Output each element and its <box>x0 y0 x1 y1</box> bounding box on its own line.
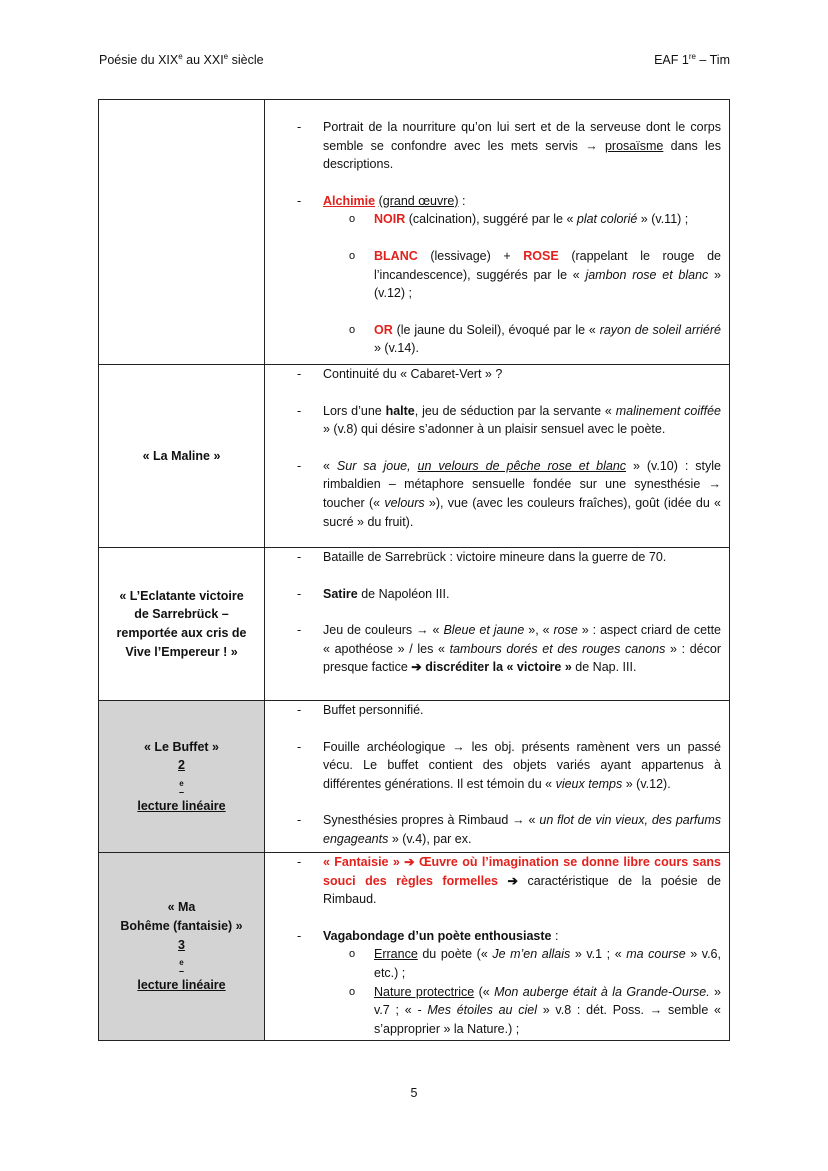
row-content <box>265 853 730 1041</box>
list-item: - Vagabondage d’un poète enthousiaste : <box>297 928 559 943</box>
list-item: - Portrait de la nourriture qu’on lui sert et de la serveuse dont le corps semble se confondre avec les mets servis → prosaïsme dans les descriptions. <box>297 120 721 172</box>
header-right: EAF 1re – Tim <box>654 52 730 68</box>
row-content <box>265 548 730 701</box>
list-item: - Buffet personnifié. <box>297 703 424 717</box>
list-item: o Nature protectrice (« Mon auberge était à la Grande-Ourse. » v.7 ; « - Mes étoiles au ciel » v.8 : dét. Poss. → semble « s’approprier » la Nature.) ; <box>349 984 721 1036</box>
row-label: « La Maline » <box>99 365 265 548</box>
row-content <box>265 701 730 853</box>
table-row <box>99 701 730 853</box>
row-label: « Le Buffet » 2 $^e$ lecture linéaire <box>99 701 265 853</box>
list-item: - Fouille archéologique → les obj. présents ramènent vers un passé vécu. Le buffet contient des objets variés ayant appartenus à différentes générations. Il est témoin du « vieux temps » (v.12). <box>297 739 721 791</box>
list-item: o NOIR (calcination), suggéré par le « plat colorié » (v.11) ; <box>349 212 689 227</box>
row-label: « Ma Bohême (fantaisie) » 3 $^e$ lecture linéaire <box>99 853 265 1041</box>
list-item: - Lors d’une halte, jeu de séduction par la servante « malinement coiffée » (v.8) qui désire s’adonner à un plaisir sensuel avec le poète. <box>297 403 721 437</box>
row-label: « L’Eclatante victoire de Sarrebrück – remportée aux cris de Vive l’Empereur ! » <box>99 548 265 701</box>
list-item: - Continuité du « Cabaret-Vert » ? <box>297 367 503 381</box>
row-content <box>265 365 730 548</box>
poems-table <box>98 99 730 1041</box>
row-label <box>99 100 265 365</box>
table-row <box>99 365 730 548</box>
list-item: - Alchimie (grand œuvre) : <box>297 193 466 208</box>
list-item: o OR (le jaune du Soleil), évoqué par le « rayon de soleil arriéré » (v.14). <box>349 322 721 356</box>
table-row <box>99 100 730 365</box>
table-row <box>99 853 730 1041</box>
page-number: 5 <box>410 1086 418 1100</box>
list-item: - Satire de Napoléon III. <box>297 586 450 601</box>
list-item: - Bataille de Sarrebrück : victoire mineure dans la guerre de 70. <box>297 550 667 564</box>
row-content <box>265 100 730 365</box>
list-item: - « Fantaisie » ➔ Œuvre où l’imagination se donne libre cours sans souci des règles formelles ➔ caractéristique de la poésie de Rimbaud. <box>297 855 721 907</box>
list-item: o Errance du poète (« Je m’en allais » v.1 ; « ma course » v.6, etc.) ; <box>349 947 721 980</box>
table-row <box>99 548 730 701</box>
list-item: - « Sur sa joue, un velours de pêche rose et blanc » (v.10) : style rimbaldien – métaphore sensuelle fondée sur une synesthésie → toucher (« velours »), vue (avec les couleurs fraîches), goût (idée du « sucré » du fruit). <box>297 458 721 529</box>
list-item: - Jeu de couleurs → « Bleue et jaune », « rose » : aspect criard de cette « apothéose » / les « tambours dorés et des rouges canons » : décor presque factice ➔ discréditer la « victoire » de Nap. III. <box>297 623 721 675</box>
list-item: - Synesthésies propres à Rimbaud → « un flot de vin vieux, des parfums engageants » (v.4), par ex. <box>297 813 722 846</box>
header-left: Poésie du XIXe au XXIe siècle <box>99 52 264 68</box>
list-item: o BLANC (lessivage) + ROSE (rappelant le rouge de l’incandescence), suggérés par le « jambon rose et blanc » (v.12) ; <box>349 248 721 301</box>
